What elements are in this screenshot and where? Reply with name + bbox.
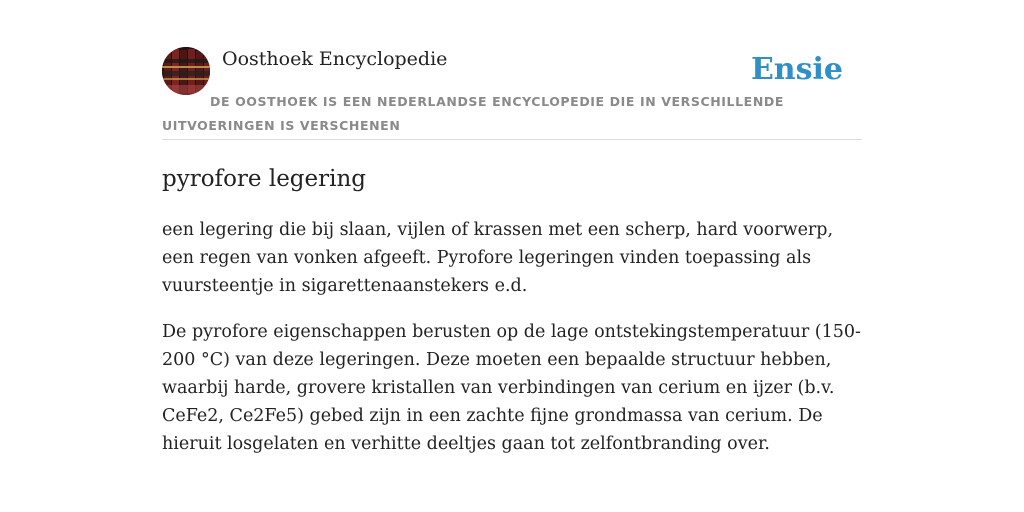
brand-logo[interactable]: Ensie [750,52,843,87]
header [162,46,862,140]
source-description: DE OOSTHOEK IS EEN NEDERLANDSE ENCYCLOPEDIE DIE IN VERSCHILLENDE UITVOERINGEN IS VERSCHENEN [162,94,784,133]
page-title: pyrofore legering [162,166,367,192]
source-name[interactable]: Oosthoek Encyclopedie [222,48,448,70]
definition-paragraph: een legering die bij slaan, vijlen of krassen met een scherp, hard voorwerp, een regen van vonken afgeeft. Pyrofore legeringen vinden toepassing als vuursteentje in sigarettenaanstekers e.d. [162,220,834,296]
definition [162,216,862,458]
content [162,46,862,458]
definition-paragraph: De pyrofore eigenschappen berusten op de lage ontstekingstemperatuur (150-200 °C) van deze legeringen. Deze moeten een bepaalde structuur hebben, waarbij harde, grovere kristallen van verbindingen van cerium en ijzer (b.v. CeFe2, Ce2Fe5) gebed zijn in een zachte fijne grondmassa van cerium. De hieruit losgelaten en verhitte deeltjes gaan tot zelfontbranding over. [162,322,861,454]
book-spines-icon[interactable] [162,47,210,95]
